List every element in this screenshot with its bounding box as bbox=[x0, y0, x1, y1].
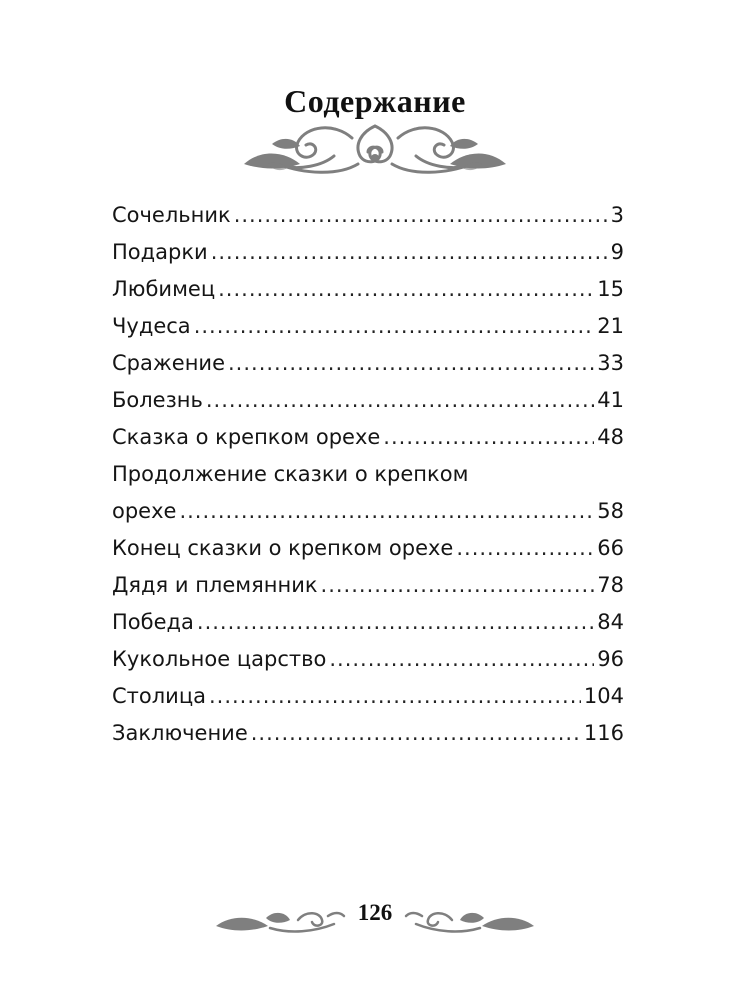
toc-entry-title-continued: орехе bbox=[112, 499, 177, 523]
toc-entry bbox=[112, 456, 624, 530]
toc-entry bbox=[112, 530, 624, 567]
toc-entry-title: Болезнь bbox=[112, 388, 203, 412]
toc-dot-leader bbox=[234, 197, 608, 234]
toc-entry-page: 116 bbox=[583, 721, 624, 745]
table-of-contents bbox=[112, 197, 624, 752]
toc-entry-title: Любимец bbox=[112, 277, 216, 301]
toc-dot-leader bbox=[218, 271, 594, 308]
toc-entry bbox=[112, 715, 624, 752]
toc-dot-leader bbox=[329, 641, 594, 678]
toc-entry bbox=[112, 567, 624, 604]
toc-entry-page: 33 bbox=[597, 351, 624, 375]
toc-dot-leader bbox=[179, 493, 594, 530]
toc-entry bbox=[112, 419, 624, 456]
toc-dot-leader bbox=[251, 715, 581, 752]
toc-entry bbox=[112, 345, 624, 382]
toc-entry-page: 78 bbox=[597, 573, 624, 597]
toc-dot-leader bbox=[197, 604, 594, 641]
toc-entry-page: 9 bbox=[610, 240, 624, 264]
toc-entry-title: Подарки bbox=[112, 240, 208, 264]
toc-entry-title: Сражение bbox=[112, 351, 225, 375]
toc-dot-leader bbox=[211, 234, 608, 271]
toc-dot-leader bbox=[228, 345, 594, 382]
toc-entry-page: 3 bbox=[610, 203, 624, 227]
toc-entry-page: 41 bbox=[597, 388, 624, 412]
toc-entry-title: Сказка о крепком орехе bbox=[112, 425, 381, 449]
toc-entry bbox=[112, 308, 624, 345]
toc-entry-title: Сочельник bbox=[112, 203, 231, 227]
toc-entry bbox=[112, 382, 624, 419]
toc-entry-title: Кукольное царство bbox=[112, 647, 327, 671]
toc-entry-title: Конец сказки о крепком орехе bbox=[112, 536, 454, 560]
toc-dot-leader bbox=[194, 308, 595, 345]
toc-entry-page: 96 bbox=[597, 647, 624, 671]
toc-entry-title: Продолжение сказки о крепком bbox=[112, 462, 469, 486]
toc-entry-title: Дядя и племянник bbox=[112, 573, 318, 597]
toc-entry-page: 84 bbox=[597, 610, 624, 634]
toc-dot-leader bbox=[456, 530, 594, 567]
toc-entry bbox=[112, 678, 624, 715]
toc-dot-leader bbox=[209, 678, 581, 715]
toc-dot-leader bbox=[383, 419, 594, 456]
toc-entry-title: Заключение bbox=[112, 721, 248, 745]
page-number: 126 bbox=[357, 900, 393, 925]
toc-entry-title: Чудеса bbox=[112, 314, 191, 338]
toc-entry-page: 21 bbox=[597, 314, 624, 338]
toc-dot-leader bbox=[206, 382, 594, 419]
toc-entry-page: 58 bbox=[597, 499, 624, 523]
toc-entry-page: 48 bbox=[597, 425, 624, 449]
page-title: Содержание bbox=[284, 83, 466, 120]
toc-entry bbox=[112, 234, 624, 271]
toc-entry-title: Победа bbox=[112, 610, 194, 634]
toc-entry bbox=[112, 641, 624, 678]
toc-entry-page: 104 bbox=[583, 684, 624, 708]
toc-entry-title: Столица bbox=[112, 684, 206, 708]
toc-entry bbox=[112, 604, 624, 641]
toc-entry-page: 66 bbox=[597, 536, 624, 560]
toc-entry-page: 15 bbox=[597, 277, 624, 301]
toc-dot-leader bbox=[321, 567, 595, 604]
toc-entry bbox=[112, 271, 624, 308]
flourish-ornament-icon bbox=[242, 118, 508, 180]
toc-entry bbox=[112, 197, 624, 234]
